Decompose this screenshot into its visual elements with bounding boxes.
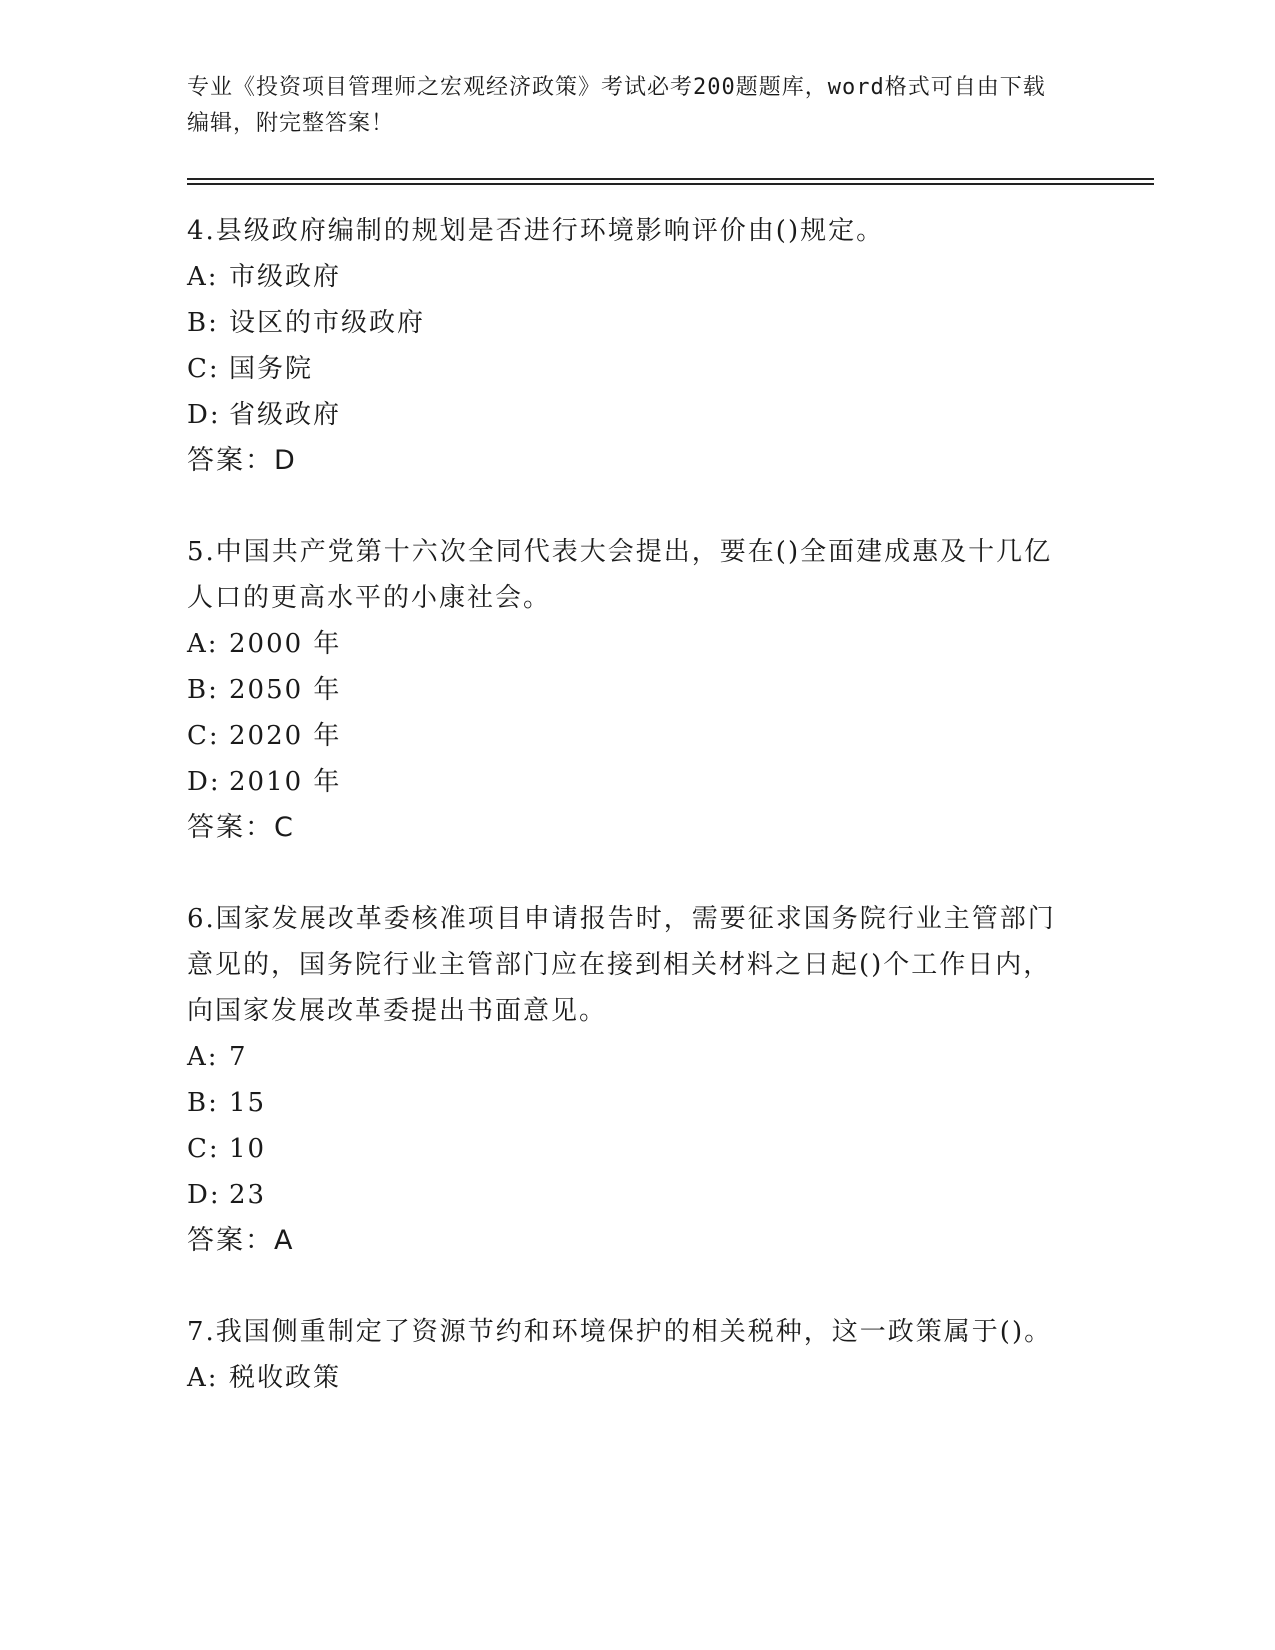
option-letter: B: [187, 308, 219, 338]
question-item [187, 208, 1067, 484]
option-text: 国务院 [229, 354, 314, 384]
question-item [187, 529, 1067, 851]
option-c [187, 346, 1067, 392]
option-letter: A: [187, 1042, 219, 1072]
option-letter: C: [187, 1134, 220, 1164]
option-letter: D: [187, 767, 221, 797]
option-text: 省级政府 [229, 400, 342, 430]
option-text: 10 [229, 1134, 267, 1164]
option-letter: B: [187, 1088, 219, 1118]
option-letter: A: [187, 262, 219, 292]
question-list [187, 208, 1067, 1446]
option-letter: C: [187, 721, 220, 751]
option-a [187, 621, 1067, 667]
option-text: 设区的市级政府 [229, 308, 426, 338]
option-text: 2010 年 [229, 767, 342, 797]
option-d [187, 1172, 1067, 1218]
option-letter: D: [187, 400, 221, 430]
option-text: 税收政策 [229, 1363, 342, 1393]
option-text: 2050 年 [229, 675, 342, 705]
option-letter: A: [187, 1363, 219, 1393]
option-letter: A: [187, 629, 219, 659]
answer-line: 答案：D [187, 445, 297, 476]
option-b [187, 1080, 1067, 1126]
option-letter: B: [187, 675, 219, 705]
header-divider-bottom [187, 183, 1154, 185]
question-stem: 5.中国共产党第十六次全同代表大会提出，要在()全面建成惠及十几亿人口的更高水平的小康社会。 [187, 537, 1053, 613]
option-letter: D: [187, 1180, 221, 1210]
option-text: 2000 年 [229, 629, 342, 659]
option-text: 15 [229, 1088, 267, 1118]
option-b [187, 300, 1067, 346]
option-b [187, 667, 1067, 713]
question-stem: 6.国家发展改革委核准项目申请报告时，需要征求国务院行业主管部门意见的，国务院行业主管部门应在接到相关材料之日起()个工作日内，向国家发展改革委提出书面意见。 [187, 904, 1056, 1026]
option-a [187, 1355, 1067, 1401]
option-c [187, 713, 1067, 759]
option-text: 市级政府 [229, 262, 342, 292]
answer-line: 答案：A [187, 1225, 295, 1256]
document-header: 专业《投资项目管理师之宏观经济政策》考试必考200题题库，word格式可自由下载编辑，附完整答案！ [187, 75, 1046, 136]
answer-line: 答案：C [187, 812, 295, 843]
question-item [187, 1309, 1067, 1401]
header-divider-top [187, 178, 1154, 180]
question-item [187, 896, 1067, 1264]
option-letter: C: [187, 354, 220, 384]
question-stem: 7.我国侧重制定了资源节约和环境保护的相关税种，这一政策属于()。 [187, 1317, 1053, 1347]
question-stem: 4.县级政府编制的规划是否进行环境影响评价由()规定。 [187, 216, 885, 246]
option-text: 23 [229, 1180, 267, 1210]
option-c [187, 1126, 1067, 1172]
option-d [187, 392, 1067, 438]
option-a [187, 1034, 1067, 1080]
option-a [187, 254, 1067, 300]
option-d [187, 759, 1067, 805]
option-text: 7 [229, 1042, 248, 1072]
option-text: 2020 年 [229, 721, 342, 751]
